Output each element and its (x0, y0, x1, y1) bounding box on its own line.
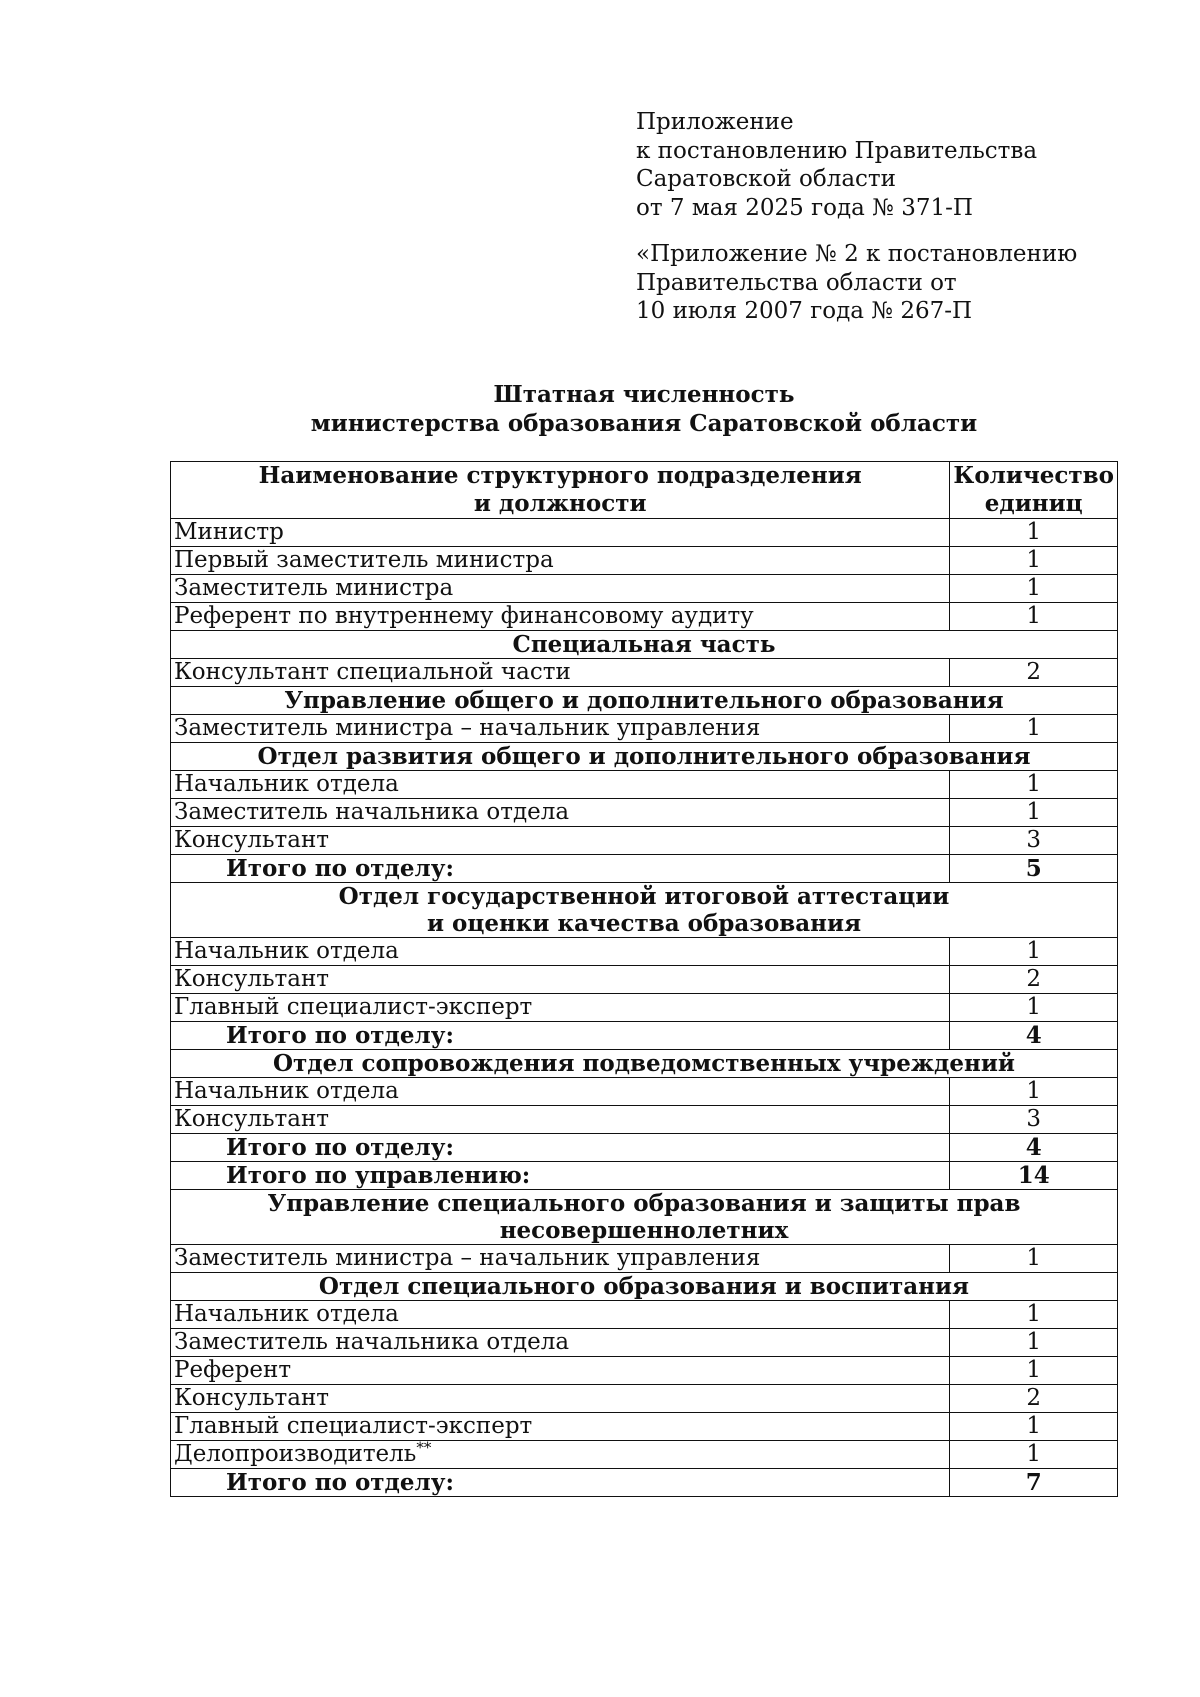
position-name-text: Консультант (174, 1106, 330, 1132)
position-name (171, 1329, 950, 1357)
position-name (171, 966, 950, 994)
section-title (171, 743, 1118, 771)
position-name (171, 827, 950, 855)
position-name (171, 603, 950, 631)
position-name-text: Начальник отдела (174, 938, 399, 964)
section-row (171, 883, 1118, 938)
quantity: 1 (950, 1245, 1118, 1273)
appendix-block (636, 108, 1077, 326)
staffing-table (170, 461, 1118, 1497)
position-name-text: Начальник отдела (174, 1301, 399, 1327)
header-qty-line-1: Количество (953, 462, 1114, 489)
table-row (171, 519, 1118, 547)
table-row (171, 938, 1118, 966)
section-row (171, 1190, 1118, 1245)
section-title-line-1: Управление специального образования и защиты прав (267, 1190, 1021, 1217)
position-name (171, 1357, 950, 1385)
table-row (171, 771, 1118, 799)
section-row (171, 631, 1118, 659)
position-name-text: Консультант (174, 966, 330, 992)
quantity: 2 (950, 1385, 1118, 1413)
header-qty-cell (950, 462, 1118, 519)
position-name (171, 519, 950, 547)
position-name (171, 1413, 950, 1441)
table-row (171, 715, 1118, 743)
position-name (171, 547, 950, 575)
table-row (171, 966, 1118, 994)
title-line-2: министерства образования Саратовской области (310, 409, 978, 437)
position-name-text: Итого по отделу: (226, 855, 454, 882)
total-quantity: 7 (950, 1469, 1118, 1497)
quantity: 1 (950, 519, 1118, 547)
table-row (171, 799, 1118, 827)
table-body (171, 519, 1118, 1497)
position-name-text: Заместитель министра – начальник управления (174, 1245, 761, 1271)
position-name-text: Итого по отделу: (226, 1134, 454, 1161)
quantity: 1 (950, 547, 1118, 575)
position-name-text: Заместитель начальника отдела (174, 1329, 570, 1355)
appendix-line: Приложение (636, 109, 794, 135)
quantity: 2 (950, 659, 1118, 687)
section-title (171, 1273, 1118, 1301)
header-name-line-1: Наименование структурного подразделения (258, 462, 862, 489)
quantity: 1 (950, 1357, 1118, 1385)
total-label (171, 1469, 950, 1497)
table-row (171, 1385, 1118, 1413)
quantity: 1 (950, 1441, 1118, 1469)
quantity: 1 (950, 1078, 1118, 1106)
total-quantity: 4 (950, 1134, 1118, 1162)
position-name (171, 659, 950, 687)
position-name (171, 771, 950, 799)
position-name-text: Министр (174, 519, 284, 545)
quantity: 1 (950, 1301, 1118, 1329)
position-name-text: Заместитель начальника отдела (174, 799, 570, 825)
section-row (171, 743, 1118, 771)
total-row (171, 855, 1118, 883)
appendix-ref-line: 10 июля 2007 года № 267-П (636, 298, 973, 324)
section-title-line-1: Отдел государственной итоговой аттестации (338, 883, 950, 910)
section-title (171, 1050, 1118, 1078)
table-row (171, 1357, 1118, 1385)
footnote-mark: ** (416, 1438, 432, 1457)
table-row (171, 1078, 1118, 1106)
appendix-line: от 7 мая 2025 года № 371-П (636, 194, 973, 221)
section-row (171, 687, 1118, 715)
total-quantity: 4 (950, 1022, 1118, 1050)
header-qty-line-2: единиц (984, 490, 1083, 517)
total-row (171, 1162, 1118, 1190)
quantity: 1 (950, 771, 1118, 799)
quantity: 1 (950, 603, 1118, 631)
table-row (171, 1329, 1118, 1357)
table-row (171, 1441, 1118, 1469)
position-name (171, 1385, 950, 1413)
section-title-line-2: несовершеннолетних (499, 1217, 789, 1244)
total-row (171, 1134, 1118, 1162)
position-name-text: Консультант специальной части (174, 659, 571, 685)
header-name-line-2: и должности (473, 490, 647, 517)
position-name (171, 1245, 950, 1273)
table-row (171, 547, 1118, 575)
section-title-line-1: Отдел развития общего и дополнительного образования (257, 743, 1031, 770)
quantity: 3 (950, 1106, 1118, 1134)
section-title-line-2: и оценки качества образования (426, 910, 862, 937)
appendix-line: к постановлению Правительства (636, 137, 1038, 164)
position-name-text: Начальник отдела (174, 1078, 399, 1104)
quantity: 1 (950, 575, 1118, 603)
table-row (171, 827, 1118, 855)
table-row (171, 1245, 1118, 1273)
section-title-line-1: Отдел специального образования и воспитания (318, 1273, 970, 1300)
position-name-text: Референт (174, 1357, 292, 1383)
position-name-text: Консультант (174, 1385, 330, 1411)
quantity: 1 (950, 715, 1118, 743)
position-name-text: Главный специалист-эксперт (174, 1413, 533, 1439)
table-row (171, 1301, 1118, 1329)
quantity: 3 (950, 827, 1118, 855)
position-name (171, 799, 950, 827)
position-name (171, 1301, 950, 1329)
total-label (171, 1022, 950, 1050)
table-row (171, 994, 1118, 1022)
position-name (171, 1078, 950, 1106)
table-header-row (171, 462, 1118, 519)
position-name-text: Итого по отделу: (226, 1022, 454, 1049)
position-name (171, 1106, 950, 1134)
position-name-text: Консультант (174, 827, 330, 853)
total-quantity: 14 (950, 1162, 1118, 1190)
quantity: 1 (950, 938, 1118, 966)
section-title (171, 631, 1118, 659)
section-title (171, 687, 1118, 715)
position-name-text: Референт по внутреннему финансовому аудиту (174, 603, 754, 629)
position-name-text: Итого по отделу: (226, 1469, 454, 1496)
position-name-text: Заместитель министра – начальник управления (174, 715, 761, 741)
document-title (170, 381, 1118, 438)
quantity: 1 (950, 1329, 1118, 1357)
title-line-1: Штатная численность (493, 381, 795, 408)
total-label (171, 855, 950, 883)
position-name-text: Первый заместитель министра (174, 547, 554, 573)
quantity: 1 (950, 1413, 1118, 1441)
section-title (171, 883, 1118, 938)
total-label (171, 1162, 950, 1190)
table-row (171, 603, 1118, 631)
section-title (171, 1190, 1118, 1245)
position-name (171, 994, 950, 1022)
position-name-text: Заместитель министра (174, 575, 454, 601)
appendix-ref-line: Правительства области от (636, 269, 957, 296)
section-row (171, 1273, 1118, 1301)
table-row (171, 575, 1118, 603)
section-row (171, 1050, 1118, 1078)
appendix-ref-line: «Приложение № 2 к постановлению (636, 241, 1078, 267)
appendix-line: Саратовской области (636, 166, 896, 192)
header-name-cell (171, 462, 950, 519)
quantity: 1 (950, 799, 1118, 827)
position-name (171, 938, 950, 966)
position-name-text: Начальник отдела (174, 771, 399, 797)
position-name (171, 715, 950, 743)
position-name (171, 1438, 950, 1469)
total-quantity: 5 (950, 855, 1118, 883)
section-title-line-1: Отдел сопровождения подведомственных учреждений (273, 1050, 1015, 1077)
position-name-text: Итого по управлению: (226, 1162, 531, 1189)
position-name (171, 575, 950, 603)
table-row (171, 659, 1118, 687)
quantity: 1 (950, 994, 1118, 1022)
section-title-line-1: Управление общего и дополнительного образования (284, 687, 1004, 714)
quantity: 2 (950, 966, 1118, 994)
total-row (171, 1022, 1118, 1050)
total-label (171, 1134, 950, 1162)
table-row (171, 1106, 1118, 1134)
table-row (171, 1413, 1118, 1441)
position-name-text: Главный специалист-эксперт (174, 994, 533, 1020)
total-row (171, 1469, 1118, 1497)
section-title-line-1: Специальная часть (512, 631, 776, 658)
position-name-text: Делопроизводитель (174, 1441, 417, 1467)
